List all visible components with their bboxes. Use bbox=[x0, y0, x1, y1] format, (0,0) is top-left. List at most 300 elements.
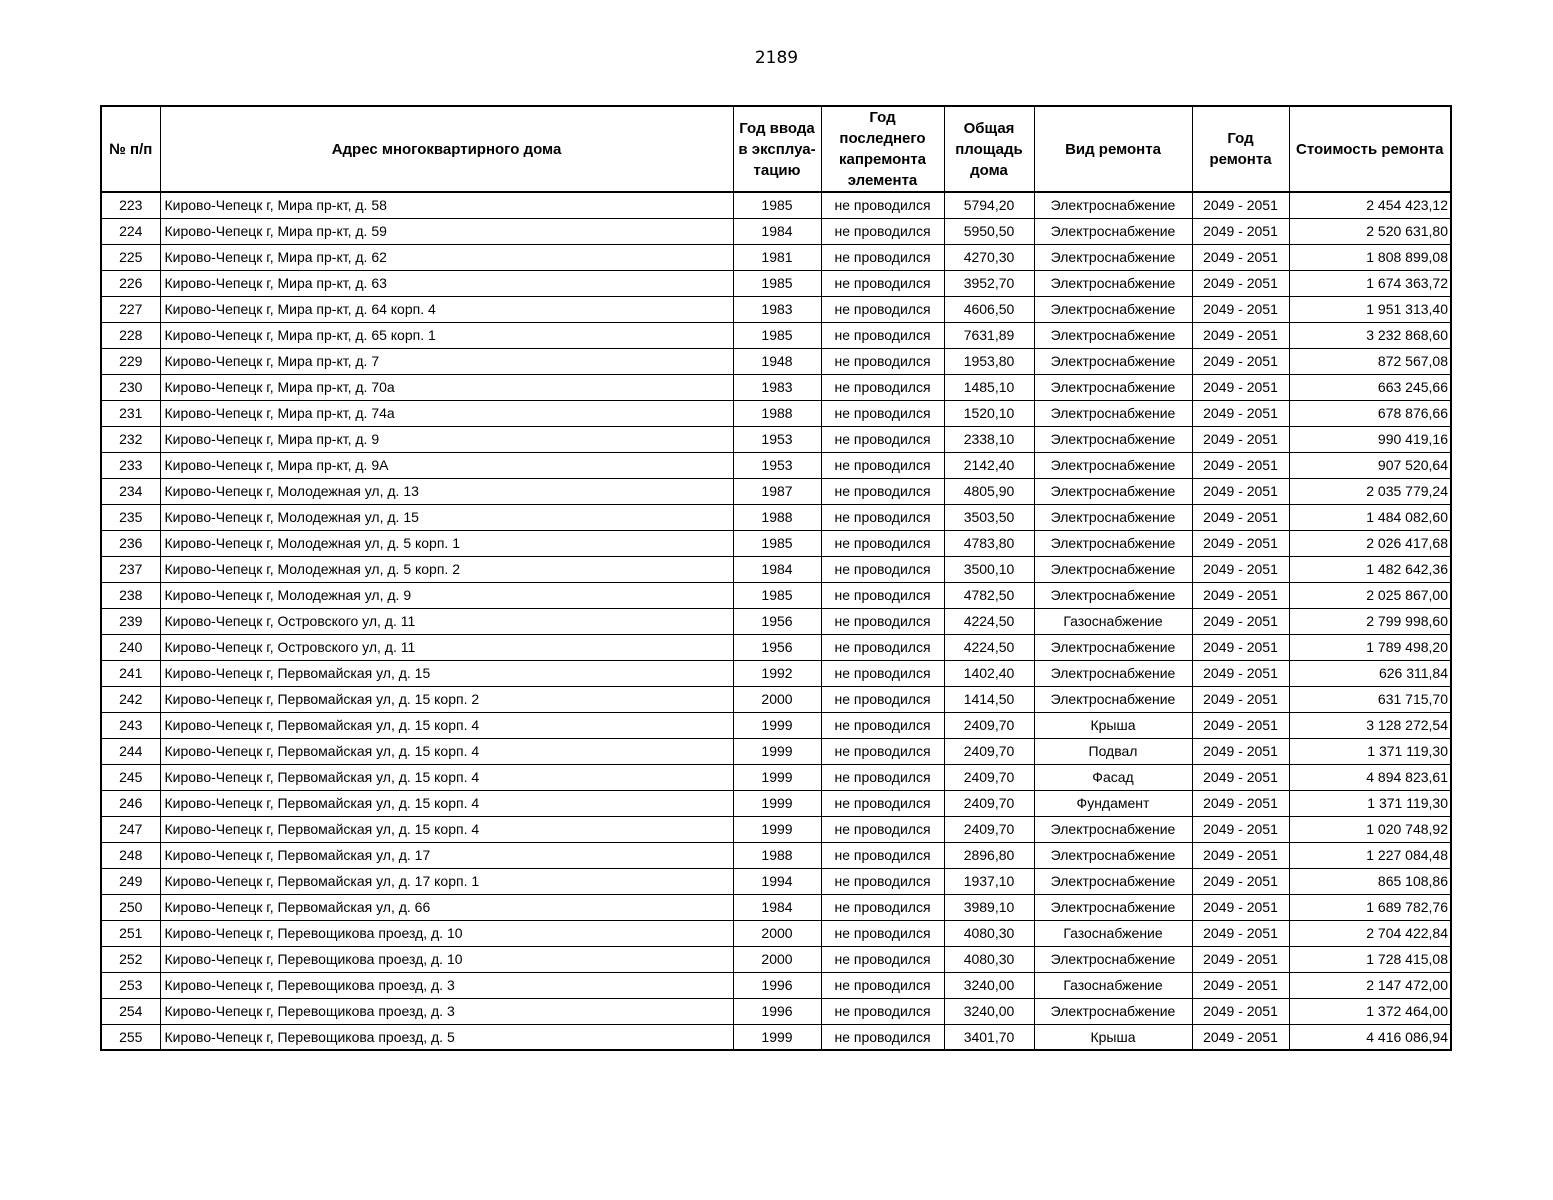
cell-repair-period: 2049 - 2051 bbox=[1192, 348, 1289, 374]
table-row bbox=[101, 1024, 1451, 1050]
cell-num: 249 bbox=[101, 868, 160, 894]
cell-cost: 2 147 472,00 bbox=[1289, 972, 1451, 998]
cell-last-repair: не проводился bbox=[821, 478, 944, 504]
cell-cost: 1 484 082,60 bbox=[1289, 504, 1451, 530]
cell-last-repair: не проводился bbox=[821, 712, 944, 738]
cell-repair-type: Электроснабжение bbox=[1034, 530, 1192, 556]
cell-repair-period: 2049 - 2051 bbox=[1192, 322, 1289, 348]
cell-cost: 1 808 899,08 bbox=[1289, 244, 1451, 270]
cell-address: Кирово-Чепецк г, Молодежная ул, д. 5 корп. 2 bbox=[160, 556, 733, 582]
cell-repair-type: Крыша bbox=[1034, 712, 1192, 738]
page-number: 2189 bbox=[754, 48, 799, 68]
cell-area: 4805,90 bbox=[944, 478, 1034, 504]
cell-repair-period: 2049 - 2051 bbox=[1192, 1024, 1289, 1050]
table-row bbox=[101, 842, 1451, 868]
cell-address: Кирово-Чепецк г, Мира пр-кт, д. 64 корп. 4 bbox=[160, 296, 733, 322]
cell-last-repair: не проводился bbox=[821, 816, 944, 842]
table-body bbox=[101, 192, 1451, 1050]
cell-repair-period: 2049 - 2051 bbox=[1192, 218, 1289, 244]
table-row bbox=[101, 712, 1451, 738]
cell-commission-year: 1985 bbox=[733, 270, 821, 296]
cell-num: 254 bbox=[101, 998, 160, 1024]
cell-repair-type: Электроснабжение bbox=[1034, 218, 1192, 244]
cell-area: 4224,50 bbox=[944, 634, 1034, 660]
cell-commission-year: 1987 bbox=[733, 478, 821, 504]
cell-repair-type: Фасад bbox=[1034, 764, 1192, 790]
cell-area: 2409,70 bbox=[944, 816, 1034, 842]
cell-commission-year: 1981 bbox=[733, 244, 821, 270]
cell-cost: 1 689 782,76 bbox=[1289, 894, 1451, 920]
cell-area: 2142,40 bbox=[944, 452, 1034, 478]
cell-commission-year: 1985 bbox=[733, 192, 821, 218]
cell-commission-year: 1985 bbox=[733, 582, 821, 608]
cell-cost: 1 728 415,08 bbox=[1289, 946, 1451, 972]
table-row bbox=[101, 374, 1451, 400]
cell-address: Кирово-Чепецк г, Молодежная ул, д. 13 bbox=[160, 478, 733, 504]
table-row bbox=[101, 452, 1451, 478]
cell-repair-type: Электроснабжение bbox=[1034, 634, 1192, 660]
cell-repair-type: Электроснабжение bbox=[1034, 582, 1192, 608]
cell-repair-period: 2049 - 2051 bbox=[1192, 556, 1289, 582]
header-commission-year: Год ввода в эксплуа-тацию bbox=[733, 106, 821, 192]
cell-address: Кирово-Чепецк г, Островского ул, д. 11 bbox=[160, 608, 733, 634]
cell-cost: 1 371 119,30 bbox=[1289, 790, 1451, 816]
cell-address: Кирово-Чепецк г, Молодежная ул, д. 15 bbox=[160, 504, 733, 530]
cell-area: 3503,50 bbox=[944, 504, 1034, 530]
cell-address: Кирово-Чепецк г, Первомайская ул, д. 66 bbox=[160, 894, 733, 920]
cell-commission-year: 1999 bbox=[733, 712, 821, 738]
cell-repair-type: Фундамент bbox=[1034, 790, 1192, 816]
cell-cost: 2 520 631,80 bbox=[1289, 218, 1451, 244]
cell-cost: 865 108,86 bbox=[1289, 868, 1451, 894]
cell-repair-type: Электроснабжение bbox=[1034, 192, 1192, 218]
cell-area: 3240,00 bbox=[944, 998, 1034, 1024]
cell-commission-year: 1988 bbox=[733, 400, 821, 426]
cell-area: 1520,10 bbox=[944, 400, 1034, 426]
cell-repair-period: 2049 - 2051 bbox=[1192, 738, 1289, 764]
cell-repair-type: Подвал bbox=[1034, 738, 1192, 764]
cell-last-repair: не проводился bbox=[821, 218, 944, 244]
cell-address: Кирово-Чепецк г, Первомайская ул, д. 15 корп. 4 bbox=[160, 816, 733, 842]
cell-last-repair: не проводился bbox=[821, 790, 944, 816]
cell-cost: 990 419,16 bbox=[1289, 426, 1451, 452]
cell-last-repair: не проводился bbox=[821, 764, 944, 790]
cell-num: 243 bbox=[101, 712, 160, 738]
cell-repair-period: 2049 - 2051 bbox=[1192, 582, 1289, 608]
cell-commission-year: 1988 bbox=[733, 504, 821, 530]
cell-num: 235 bbox=[101, 504, 160, 530]
cell-address: Кирово-Чепецк г, Первомайская ул, д. 15 корп. 4 bbox=[160, 712, 733, 738]
cell-last-repair: не проводился bbox=[821, 582, 944, 608]
cell-repair-period: 2049 - 2051 bbox=[1192, 660, 1289, 686]
cell-repair-period: 2049 - 2051 bbox=[1192, 296, 1289, 322]
header-row bbox=[101, 106, 1451, 192]
cell-cost: 631 715,70 bbox=[1289, 686, 1451, 712]
cell-last-repair: не проводился bbox=[821, 738, 944, 764]
cell-repair-type: Электроснабжение bbox=[1034, 322, 1192, 348]
cell-commission-year: 1999 bbox=[733, 738, 821, 764]
cell-repair-period: 2049 - 2051 bbox=[1192, 894, 1289, 920]
cell-address: Кирово-Чепецк г, Перевощикова проезд, д. 3 bbox=[160, 998, 733, 1024]
table-row bbox=[101, 738, 1451, 764]
cell-cost: 1 482 642,36 bbox=[1289, 556, 1451, 582]
cell-area: 4080,30 bbox=[944, 920, 1034, 946]
cell-repair-type: Крыша bbox=[1034, 1024, 1192, 1050]
cell-commission-year: 1996 bbox=[733, 998, 821, 1024]
table-row bbox=[101, 478, 1451, 504]
cell-num: 251 bbox=[101, 920, 160, 946]
cell-num: 241 bbox=[101, 660, 160, 686]
cell-commission-year: 1984 bbox=[733, 218, 821, 244]
header-repair-period: Год ремонта bbox=[1192, 106, 1289, 192]
cell-repair-period: 2049 - 2051 bbox=[1192, 712, 1289, 738]
cell-last-repair: не проводился bbox=[821, 842, 944, 868]
header-address: Адрес многоквартирного дома bbox=[160, 106, 733, 192]
cell-area: 4782,50 bbox=[944, 582, 1034, 608]
cell-cost: 4 416 086,94 bbox=[1289, 1024, 1451, 1050]
cell-address: Кирово-Чепецк г, Первомайская ул, д. 17 корп. 1 bbox=[160, 868, 733, 894]
cell-last-repair: не проводился bbox=[821, 660, 944, 686]
cell-last-repair: не проводился bbox=[821, 972, 944, 998]
cell-address: Кирово-Чепецк г, Мира пр-кт, д. 65 корп. 1 bbox=[160, 322, 733, 348]
cell-commission-year: 1983 bbox=[733, 374, 821, 400]
table-row bbox=[101, 972, 1451, 998]
table-header bbox=[101, 106, 1451, 192]
cell-cost: 2 026 417,68 bbox=[1289, 530, 1451, 556]
cell-repair-period: 2049 - 2051 bbox=[1192, 868, 1289, 894]
cell-commission-year: 1984 bbox=[733, 556, 821, 582]
table-row bbox=[101, 556, 1451, 582]
cell-last-repair: не проводился bbox=[821, 504, 944, 530]
cell-area: 2338,10 bbox=[944, 426, 1034, 452]
cell-num: 227 bbox=[101, 296, 160, 322]
cell-cost: 1 020 748,92 bbox=[1289, 816, 1451, 842]
cell-repair-type: Электроснабжение bbox=[1034, 374, 1192, 400]
cell-num: 229 bbox=[101, 348, 160, 374]
cell-area: 2409,70 bbox=[944, 790, 1034, 816]
cell-area: 3500,10 bbox=[944, 556, 1034, 582]
cell-address: Кирово-Чепецк г, Первомайская ул, д. 15 корп. 4 bbox=[160, 790, 733, 816]
cell-address: Кирово-Чепецк г, Первомайская ул, д. 17 bbox=[160, 842, 733, 868]
table-row bbox=[101, 660, 1451, 686]
cell-commission-year: 1953 bbox=[733, 452, 821, 478]
cell-cost: 4 894 823,61 bbox=[1289, 764, 1451, 790]
cell-area: 1953,80 bbox=[944, 348, 1034, 374]
cell-address: Кирово-Чепецк г, Мира пр-кт, д. 63 bbox=[160, 270, 733, 296]
cell-address: Кирово-Чепецк г, Мира пр-кт, д. 9А bbox=[160, 452, 733, 478]
cell-repair-period: 2049 - 2051 bbox=[1192, 426, 1289, 452]
cell-address: Кирово-Чепецк г, Перевощикова проезд, д. 10 bbox=[160, 946, 733, 972]
cell-cost: 1 951 313,40 bbox=[1289, 296, 1451, 322]
cell-address: Кирово-Чепецк г, Островского ул, д. 11 bbox=[160, 634, 733, 660]
header-cost: Стоимость ремонта bbox=[1289, 106, 1451, 192]
cell-repair-period: 2049 - 2051 bbox=[1192, 998, 1289, 1024]
cell-last-repair: не проводился bbox=[821, 894, 944, 920]
cell-area: 1402,40 bbox=[944, 660, 1034, 686]
cell-address: Кирово-Чепецк г, Мира пр-кт, д. 7 bbox=[160, 348, 733, 374]
cell-last-repair: не проводился bbox=[821, 192, 944, 218]
table-row bbox=[101, 530, 1451, 556]
cell-repair-type: Электроснабжение bbox=[1034, 452, 1192, 478]
cell-address: Кирово-Чепецк г, Первомайская ул, д. 15 корп. 4 bbox=[160, 738, 733, 764]
cell-num: 230 bbox=[101, 374, 160, 400]
cell-area: 2896,80 bbox=[944, 842, 1034, 868]
cell-address: Кирово-Чепецк г, Мира пр-кт, д. 70а bbox=[160, 374, 733, 400]
cell-num: 237 bbox=[101, 556, 160, 582]
cell-last-repair: не проводился bbox=[821, 530, 944, 556]
cell-area: 2409,70 bbox=[944, 764, 1034, 790]
cell-commission-year: 1983 bbox=[733, 296, 821, 322]
table-row bbox=[101, 686, 1451, 712]
cell-last-repair: не проводился bbox=[821, 920, 944, 946]
cell-repair-type: Электроснабжение bbox=[1034, 556, 1192, 582]
table-row bbox=[101, 764, 1451, 790]
cell-last-repair: не проводился bbox=[821, 296, 944, 322]
cell-repair-type: Электроснабжение bbox=[1034, 478, 1192, 504]
cell-area: 2409,70 bbox=[944, 738, 1034, 764]
cell-repair-type: Электроснабжение bbox=[1034, 426, 1192, 452]
cell-last-repair: не проводился bbox=[821, 452, 944, 478]
cell-commission-year: 1996 bbox=[733, 972, 821, 998]
table-row bbox=[101, 348, 1451, 374]
cell-area: 3989,10 bbox=[944, 894, 1034, 920]
cell-last-repair: не проводился bbox=[821, 270, 944, 296]
cell-area: 1937,10 bbox=[944, 868, 1034, 894]
table-row bbox=[101, 634, 1451, 660]
table-row bbox=[101, 582, 1451, 608]
cell-repair-type: Электроснабжение bbox=[1034, 504, 1192, 530]
cell-area: 4080,30 bbox=[944, 946, 1034, 972]
cell-repair-type: Электроснабжение bbox=[1034, 842, 1192, 868]
table-row bbox=[101, 790, 1451, 816]
cell-cost: 2 025 867,00 bbox=[1289, 582, 1451, 608]
cell-area: 5950,50 bbox=[944, 218, 1034, 244]
table-row bbox=[101, 322, 1451, 348]
cell-cost: 678 876,66 bbox=[1289, 400, 1451, 426]
cell-repair-period: 2049 - 2051 bbox=[1192, 374, 1289, 400]
cell-cost: 1 372 464,00 bbox=[1289, 998, 1451, 1024]
cell-repair-type: Электроснабжение bbox=[1034, 686, 1192, 712]
cell-last-repair: не проводился bbox=[821, 374, 944, 400]
cell-repair-type: Газоснабжение bbox=[1034, 608, 1192, 634]
cell-commission-year: 1999 bbox=[733, 790, 821, 816]
cell-num: 245 bbox=[101, 764, 160, 790]
cell-address: Кирово-Чепецк г, Мира пр-кт, д. 74а bbox=[160, 400, 733, 426]
cell-last-repair: не проводился bbox=[821, 686, 944, 712]
cell-address: Кирово-Чепецк г, Мира пр-кт, д. 62 bbox=[160, 244, 733, 270]
table-row bbox=[101, 296, 1451, 322]
cell-address: Кирово-Чепецк г, Первомайская ул, д. 15 корп. 4 bbox=[160, 764, 733, 790]
cell-repair-period: 2049 - 2051 bbox=[1192, 452, 1289, 478]
cell-area: 4783,80 bbox=[944, 530, 1034, 556]
cell-last-repair: не проводился bbox=[821, 634, 944, 660]
cell-address: Кирово-Чепецк г, Перевощикова проезд, д. 3 bbox=[160, 972, 733, 998]
cell-repair-type: Электроснабжение bbox=[1034, 270, 1192, 296]
cell-num: 238 bbox=[101, 582, 160, 608]
cell-commission-year: 1985 bbox=[733, 322, 821, 348]
cell-repair-type: Электроснабжение bbox=[1034, 894, 1192, 920]
cell-repair-period: 2049 - 2051 bbox=[1192, 790, 1289, 816]
table-row bbox=[101, 244, 1451, 270]
cell-repair-type: Электроснабжение bbox=[1034, 660, 1192, 686]
cell-area: 1485,10 bbox=[944, 374, 1034, 400]
cell-repair-type: Электроснабжение bbox=[1034, 998, 1192, 1024]
cell-commission-year: 2000 bbox=[733, 686, 821, 712]
table-row bbox=[101, 192, 1451, 218]
cell-commission-year: 2000 bbox=[733, 920, 821, 946]
table-row bbox=[101, 400, 1451, 426]
cell-repair-period: 2049 - 2051 bbox=[1192, 946, 1289, 972]
table-row bbox=[101, 504, 1451, 530]
cell-cost: 3 128 272,54 bbox=[1289, 712, 1451, 738]
cell-commission-year: 1956 bbox=[733, 634, 821, 660]
cell-num: 250 bbox=[101, 894, 160, 920]
cell-last-repair: не проводился bbox=[821, 1024, 944, 1050]
cell-cost: 1 227 084,48 bbox=[1289, 842, 1451, 868]
cell-repair-period: 2049 - 2051 bbox=[1192, 816, 1289, 842]
cell-num: 231 bbox=[101, 400, 160, 426]
cell-num: 255 bbox=[101, 1024, 160, 1050]
cell-cost: 872 567,08 bbox=[1289, 348, 1451, 374]
table-row bbox=[101, 218, 1451, 244]
cell-repair-period: 2049 - 2051 bbox=[1192, 764, 1289, 790]
cell-cost: 2 799 998,60 bbox=[1289, 608, 1451, 634]
cell-repair-period: 2049 - 2051 bbox=[1192, 608, 1289, 634]
cell-num: 226 bbox=[101, 270, 160, 296]
cell-repair-period: 2049 - 2051 bbox=[1192, 972, 1289, 998]
header-repair-type: Вид ремонта bbox=[1034, 106, 1192, 192]
table-row bbox=[101, 426, 1451, 452]
header-last-repair: Год последнего капремонта элемента bbox=[821, 106, 944, 192]
cell-repair-type: Электроснабжение bbox=[1034, 946, 1192, 972]
cell-num: 248 bbox=[101, 842, 160, 868]
cell-address: Кирово-Чепецк г, Мира пр-кт, д. 59 bbox=[160, 218, 733, 244]
cell-area: 4270,30 bbox=[944, 244, 1034, 270]
cell-cost: 626 311,84 bbox=[1289, 660, 1451, 686]
cell-repair-type: Электроснабжение bbox=[1034, 244, 1192, 270]
cell-num: 232 bbox=[101, 426, 160, 452]
cell-cost: 3 232 868,60 bbox=[1289, 322, 1451, 348]
header-num: № п/п bbox=[101, 106, 160, 192]
cell-num: 223 bbox=[101, 192, 160, 218]
cell-address: Кирово-Чепецк г, Мира пр-кт, д. 9 bbox=[160, 426, 733, 452]
repair-registry-table bbox=[100, 105, 1452, 1051]
header-area: Общая площадь дома bbox=[944, 106, 1034, 192]
cell-commission-year: 2000 bbox=[733, 946, 821, 972]
table-row bbox=[101, 270, 1451, 296]
cell-commission-year: 1948 bbox=[733, 348, 821, 374]
cell-repair-period: 2049 - 2051 bbox=[1192, 920, 1289, 946]
cell-last-repair: не проводился bbox=[821, 556, 944, 582]
cell-area: 4224,50 bbox=[944, 608, 1034, 634]
cell-num: 242 bbox=[101, 686, 160, 712]
cell-address: Кирово-Чепецк г, Мира пр-кт, д. 58 bbox=[160, 192, 733, 218]
cell-cost: 1 789 498,20 bbox=[1289, 634, 1451, 660]
cell-repair-type: Электроснабжение bbox=[1034, 816, 1192, 842]
cell-address: Кирово-Чепецк г, Перевощикова проезд, д. 10 bbox=[160, 920, 733, 946]
cell-repair-type: Газоснабжение bbox=[1034, 972, 1192, 998]
table-row bbox=[101, 920, 1451, 946]
cell-commission-year: 1956 bbox=[733, 608, 821, 634]
cell-area: 4606,50 bbox=[944, 296, 1034, 322]
cell-num: 246 bbox=[101, 790, 160, 816]
table-row bbox=[101, 894, 1451, 920]
cell-commission-year: 1999 bbox=[733, 764, 821, 790]
cell-area: 2409,70 bbox=[944, 712, 1034, 738]
cell-num: 240 bbox=[101, 634, 160, 660]
cell-address: Кирово-Чепецк г, Молодежная ул, д. 9 bbox=[160, 582, 733, 608]
cell-area: 5794,20 bbox=[944, 192, 1034, 218]
cell-last-repair: не проводился bbox=[821, 998, 944, 1024]
cell-area: 7631,89 bbox=[944, 322, 1034, 348]
table-row bbox=[101, 946, 1451, 972]
cell-address: Кирово-Чепецк г, Перевощикова проезд, д. 5 bbox=[160, 1024, 733, 1050]
cell-last-repair: не проводился bbox=[821, 322, 944, 348]
cell-cost: 2 454 423,12 bbox=[1289, 192, 1451, 218]
cell-last-repair: не проводился bbox=[821, 946, 944, 972]
cell-repair-period: 2049 - 2051 bbox=[1192, 478, 1289, 504]
cell-repair-type: Электроснабжение bbox=[1034, 296, 1192, 322]
cell-num: 239 bbox=[101, 608, 160, 634]
cell-repair-period: 2049 - 2051 bbox=[1192, 192, 1289, 218]
cell-num: 228 bbox=[101, 322, 160, 348]
cell-repair-period: 2049 - 2051 bbox=[1192, 686, 1289, 712]
cell-num: 236 bbox=[101, 530, 160, 556]
cell-cost: 663 245,66 bbox=[1289, 374, 1451, 400]
cell-num: 244 bbox=[101, 738, 160, 764]
cell-repair-type: Газоснабжение bbox=[1034, 920, 1192, 946]
cell-commission-year: 1953 bbox=[733, 426, 821, 452]
cell-repair-period: 2049 - 2051 bbox=[1192, 530, 1289, 556]
cell-repair-period: 2049 - 2051 bbox=[1192, 400, 1289, 426]
cell-area: 3401,70 bbox=[944, 1024, 1034, 1050]
cell-last-repair: не проводился bbox=[821, 348, 944, 374]
cell-area: 1414,50 bbox=[944, 686, 1034, 712]
cell-repair-type: Электроснабжение bbox=[1034, 400, 1192, 426]
cell-cost: 2 035 779,24 bbox=[1289, 478, 1451, 504]
cell-num: 225 bbox=[101, 244, 160, 270]
cell-last-repair: не проводился bbox=[821, 426, 944, 452]
table-row bbox=[101, 816, 1451, 842]
cell-repair-type: Электроснабжение bbox=[1034, 348, 1192, 374]
cell-last-repair: не проводился bbox=[821, 400, 944, 426]
cell-commission-year: 1999 bbox=[733, 1024, 821, 1050]
cell-num: 233 bbox=[101, 452, 160, 478]
cell-area: 3952,70 bbox=[944, 270, 1034, 296]
cell-repair-type: Электроснабжение bbox=[1034, 868, 1192, 894]
cell-num: 253 bbox=[101, 972, 160, 998]
cell-num: 252 bbox=[101, 946, 160, 972]
cell-repair-period: 2049 - 2051 bbox=[1192, 270, 1289, 296]
cell-repair-period: 2049 - 2051 bbox=[1192, 244, 1289, 270]
cell-repair-period: 2049 - 2051 bbox=[1192, 634, 1289, 660]
cell-commission-year: 1984 bbox=[733, 894, 821, 920]
cell-commission-year: 1999 bbox=[733, 816, 821, 842]
cell-address: Кирово-Чепецк г, Молодежная ул, д. 5 корп. 1 bbox=[160, 530, 733, 556]
cell-area: 3240,00 bbox=[944, 972, 1034, 998]
cell-last-repair: не проводился bbox=[821, 244, 944, 270]
cell-repair-period: 2049 - 2051 bbox=[1192, 842, 1289, 868]
cell-commission-year: 1988 bbox=[733, 842, 821, 868]
table-row bbox=[101, 868, 1451, 894]
table-row bbox=[101, 998, 1451, 1024]
cell-last-repair: не проводился bbox=[821, 868, 944, 894]
table-row bbox=[101, 608, 1451, 634]
cell-repair-period: 2049 - 2051 bbox=[1192, 504, 1289, 530]
cell-cost: 1 371 119,30 bbox=[1289, 738, 1451, 764]
cell-cost: 2 704 422,84 bbox=[1289, 920, 1451, 946]
cell-commission-year: 1985 bbox=[733, 530, 821, 556]
